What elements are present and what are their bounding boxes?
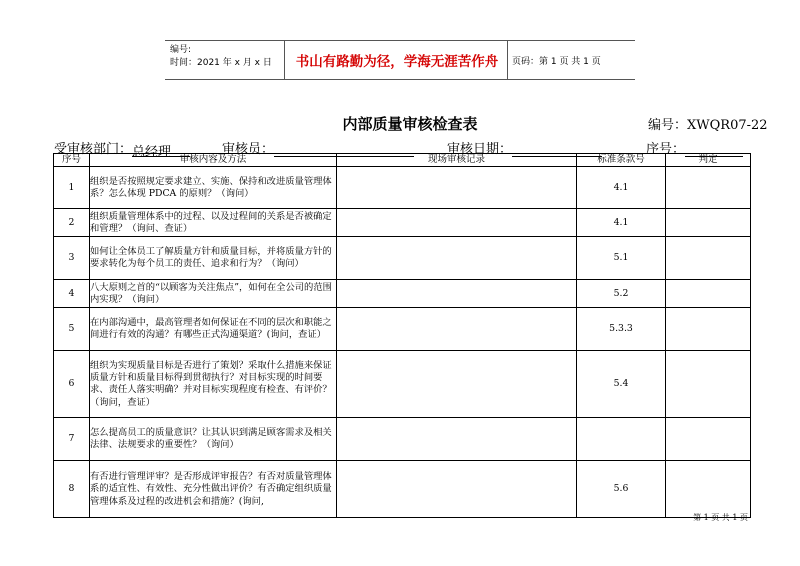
row-record[interactable] bbox=[337, 209, 577, 237]
row-standard: 5.6 bbox=[577, 461, 666, 518]
table-row bbox=[54, 280, 751, 308]
row-standard: 5.4 bbox=[577, 351, 666, 418]
table-row bbox=[54, 351, 751, 418]
row-verdict[interactable] bbox=[666, 351, 751, 418]
sequence-label: 序号： bbox=[646, 142, 686, 157]
row-content: 在内部沟通中，最高管理者如何保证在不同的层次和职能之间进行有效的沟通？有哪些正式沟通渠道？(询问，查证） bbox=[90, 308, 337, 351]
row-content: 组织为实现质量目标是否进行了策划？采取什么措施来保证质量方针和质量目标得到贯彻执行？对目标实现的时间要求、责任人落实明确？并对目标实现程度有检查、有评价？（询问，查证） bbox=[90, 351, 337, 418]
auditor-label: 审核员： bbox=[222, 142, 275, 157]
row-content: 怎么提高员工的质量意识？让其认识到满足顾客需求及相关法律、法规要求的重要性？（询问） bbox=[90, 418, 337, 461]
row-record[interactable] bbox=[337, 461, 577, 518]
column-header-record: 现场审核记录 bbox=[337, 154, 577, 167]
row-record[interactable] bbox=[337, 280, 577, 308]
document-code: 编号：XWQR07-22 bbox=[648, 118, 768, 133]
header-divider-1 bbox=[284, 41, 285, 79]
row-number: 5 bbox=[54, 308, 90, 351]
row-number: 3 bbox=[54, 237, 90, 280]
row-verdict[interactable] bbox=[666, 209, 751, 237]
row-record[interactable] bbox=[337, 351, 577, 418]
table-row bbox=[54, 167, 751, 209]
row-standard: 4.1 bbox=[577, 167, 666, 209]
audit-date-label: 审核日期： bbox=[447, 142, 513, 157]
row-verdict[interactable] bbox=[666, 280, 751, 308]
row-standard: 5.1 bbox=[577, 237, 666, 280]
row-record[interactable] bbox=[337, 308, 577, 351]
row-verdict[interactable] bbox=[666, 461, 751, 518]
row-standard: 5.2 bbox=[577, 280, 666, 308]
header-time-label: 时间：2021 年 x 月 x 日 bbox=[170, 58, 272, 68]
row-record[interactable] bbox=[337, 167, 577, 209]
row-content: 八大原则之首的“以顾客为关注焦点”，如何在全公司的范围内实现？（询问） bbox=[90, 280, 337, 308]
row-number: 6 bbox=[54, 351, 90, 418]
header-bottom-rule bbox=[165, 79, 635, 80]
row-number: 1 bbox=[54, 167, 90, 209]
row-standard: 5.3.3 bbox=[577, 308, 666, 351]
column-header-content: 审核内容及方法 bbox=[90, 154, 337, 167]
row-record[interactable] bbox=[337, 418, 577, 461]
row-standard bbox=[577, 418, 666, 461]
header-meta bbox=[170, 44, 272, 70]
row-content: 组织是否按照规定要求建立、实施、保持和改进质量管理体系？怎么体现 PDCA 的原则？（询问） bbox=[90, 167, 337, 209]
row-content: 组织质量管理体系中的过程、以及过程间的关系是否被确定和管理？（询问、查证） bbox=[90, 209, 337, 237]
row-number: 4 bbox=[54, 280, 90, 308]
table-row bbox=[54, 418, 751, 461]
row-record[interactable] bbox=[337, 237, 577, 280]
row-content: 有否进行管理评审？是否形成评审报告？有否对质量管理体系的适宜性、有效性、充分性做出评价？有否确定组织质量管理体系及过程的改进机会和措施？(询问, bbox=[90, 461, 337, 518]
header-page-info: 页码：第 1 页 共 1 页 bbox=[512, 57, 601, 67]
row-standard: 4.1 bbox=[577, 209, 666, 237]
header-motto: 书山有路勤为径，学海无涯苦作舟 bbox=[295, 54, 499, 70]
column-header-verdict: 判定 bbox=[666, 154, 751, 167]
row-verdict[interactable] bbox=[666, 237, 751, 280]
document-title: 内部质量审核检查表 bbox=[342, 115, 478, 133]
column-header-standard: 标准条款号 bbox=[577, 154, 666, 167]
row-number: 7 bbox=[54, 418, 90, 461]
row-verdict[interactable] bbox=[666, 308, 751, 351]
audited-department-label: 受审核部门： bbox=[54, 142, 133, 157]
row-number: 8 bbox=[54, 461, 90, 518]
header-top-rule bbox=[165, 40, 635, 41]
row-verdict[interactable] bbox=[666, 418, 751, 461]
row-content: 如何让全体员工了解质量方针和质量目标，并将质量方针的要求转化为每个员工的责任、追求和行为？（询问） bbox=[90, 237, 337, 280]
row-number: 2 bbox=[54, 209, 90, 237]
footer-page-number: 第 1 页 共 1 页 bbox=[693, 513, 748, 522]
table-row bbox=[54, 308, 751, 351]
table-row bbox=[54, 461, 751, 518]
header-divider-2 bbox=[507, 41, 508, 79]
audited-department-value: 总经理 bbox=[132, 141, 190, 157]
audit-checklist-table bbox=[53, 153, 751, 518]
column-header-seq: 序号 bbox=[54, 154, 90, 167]
table-row bbox=[54, 209, 751, 237]
table-header-row bbox=[54, 154, 751, 167]
table-row bbox=[54, 237, 751, 280]
header-number-label: 编号: bbox=[170, 45, 192, 55]
row-verdict[interactable] bbox=[666, 167, 751, 209]
